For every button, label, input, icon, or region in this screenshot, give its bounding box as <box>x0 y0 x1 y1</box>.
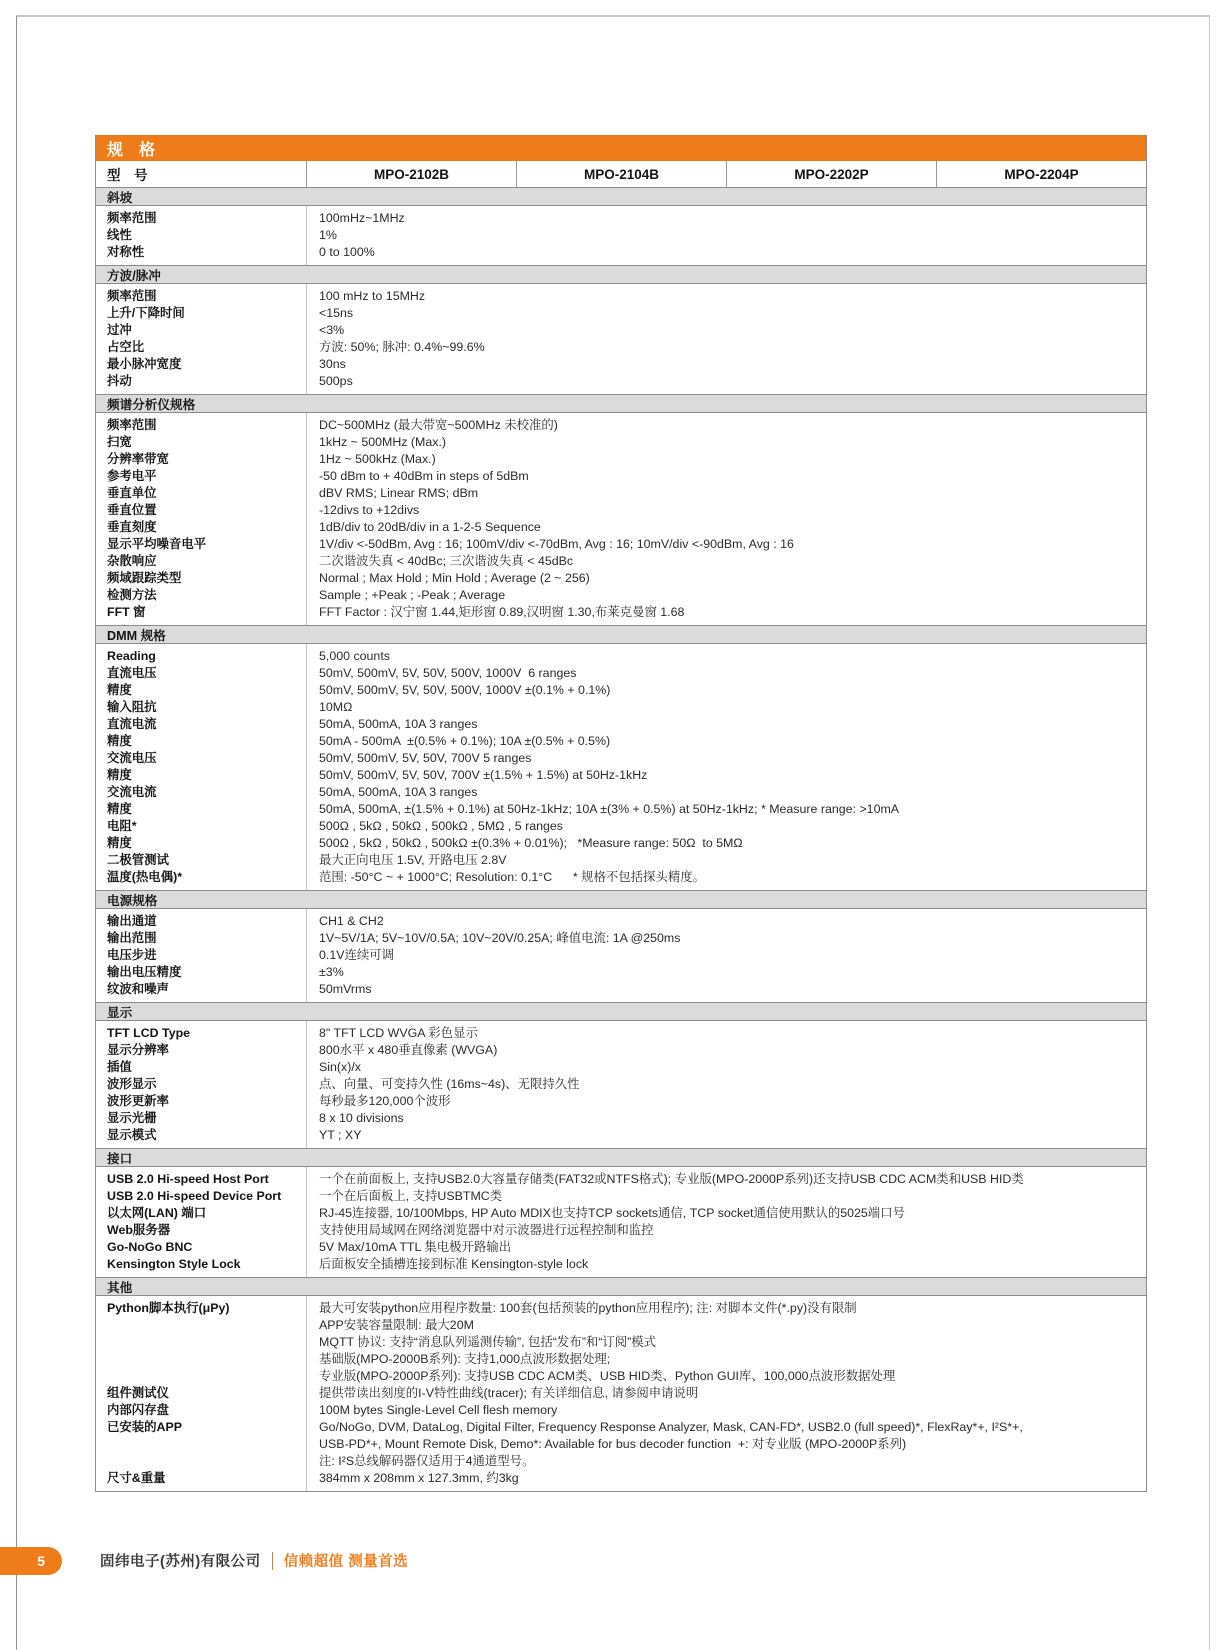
spec-row-label: 参考电平 <box>107 469 157 483</box>
spec-row-value <box>306 434 1146 451</box>
spec-row-value <box>306 1110 1146 1127</box>
spec-row <box>96 288 1146 305</box>
spec-row-label: 尺寸&重量 <box>107 1471 166 1485</box>
spec-row-label: 交流电压 <box>107 751 157 765</box>
spec-row-value <box>306 648 1146 665</box>
spec-row-value <box>306 665 1146 682</box>
spec-row-label: TFT LCD Type <box>107 1026 191 1040</box>
spec-value-line: 每秒最多120,000个波形 <box>319 1094 451 1108</box>
spec-title: 规 格 <box>107 141 156 159</box>
spec-value-line: 8" TFT LCD WVGA 彩色显示 <box>319 1026 478 1040</box>
spec-row-value <box>306 417 1146 434</box>
spec-title-bar <box>96 135 1146 161</box>
spec-row <box>96 1188 1146 1205</box>
spec-row-label: FFT 窗 <box>107 605 146 619</box>
spec-value-line: 基础版(MPO-2000B系列): 支持1,000点波形数据处理; <box>319 1352 611 1366</box>
spec-row-label: 以太网(LAN) 端口 <box>107 1206 207 1220</box>
spec-row-label: 内部闪存盘 <box>107 1403 169 1417</box>
spec-row <box>96 519 1146 536</box>
spec-row-value <box>306 451 1146 468</box>
spec-row <box>96 1239 1146 1256</box>
model-cell: MPO-2202P <box>726 161 936 187</box>
spec-row <box>96 852 1146 869</box>
spec-value-line: 100mHz~1MHz <box>319 211 405 225</box>
spec-row-label: 线性 <box>107 228 132 242</box>
spec-row-value <box>306 570 1146 587</box>
spec-row-label: Go-NoGo BNC <box>107 1240 193 1254</box>
spec-row-label: 过冲 <box>107 323 132 337</box>
spec-value-line: 范围: -50°C ~ + 1000°C; Resolution: 0.1°C * 规格不包括探头精度。 <box>319 870 706 884</box>
spec-row-value <box>306 1042 1146 1059</box>
spec-row <box>96 947 1146 964</box>
spec-row <box>96 1042 1146 1059</box>
spec-row-value <box>306 947 1146 964</box>
section-body <box>96 1296 1146 1491</box>
spec-value-line: Sin(x)/x <box>319 1060 361 1074</box>
spec-row-value <box>306 244 1146 261</box>
spec-row-value <box>306 339 1146 356</box>
spec-row-label: 检测方法 <box>107 588 157 602</box>
spec-row-label: 频率范围 <box>107 211 157 225</box>
spec-row-value <box>306 750 1146 767</box>
spec-sections <box>96 187 1146 1491</box>
spec-row <box>96 835 1146 852</box>
spec-value-line: 50mV, 500mV, 5V, 50V, 500V, 1000V ±(0.1% + 0.1%) <box>319 683 611 697</box>
spec-value-line: 100 mHz to 15MHz <box>319 289 426 303</box>
spec-row <box>96 981 1146 998</box>
spec-value-line: 50mVrms <box>319 982 372 996</box>
spec-row-value <box>306 502 1146 519</box>
model-row <box>96 161 1146 187</box>
model-cell: MPO-2204P <box>936 161 1146 187</box>
spec-row <box>96 305 1146 322</box>
spec-row-label: 垂直刻度 <box>107 520 157 534</box>
spec-row-label: 交流电流 <box>107 785 157 799</box>
spec-row <box>96 570 1146 587</box>
spec-value-line: 最大可安装python应用程序数量: 100套(包括预装的python应用程序); 注: 对脚本文件(*.py)没有限制 <box>319 1301 857 1315</box>
spec-value-line: 500ps <box>319 374 353 388</box>
spec-row-value <box>306 604 1146 621</box>
spec-row-label: 电压步进 <box>107 948 157 962</box>
spec-row <box>96 468 1146 485</box>
spec-row-label: 精度 <box>107 734 132 748</box>
spec-value-line: Go/NoGo, DVM, DataLog, Digital Filter, Frequency Response Analyzer, Mask, CAN-FD*, USB2.0 (full speed)*, FlexRay*+, I²S*+, <box>319 1420 1023 1434</box>
spec-value-line: 50mA - 500mA ±(0.5% + 0.1%); 10A ±(0.5% + 0.5%) <box>319 734 611 748</box>
section-header: DMM 规格 <box>96 625 1146 644</box>
spec-row <box>96 1385 1146 1402</box>
spec-row-label: 电阻* <box>107 819 137 833</box>
spec-row-value <box>306 322 1146 339</box>
spec-value-line: 注: I²S总线解码器仅适用于4通道型号。 <box>319 1454 535 1468</box>
spec-row-value <box>306 930 1146 947</box>
spec-value-line: 1% <box>319 228 337 242</box>
spec-row-value <box>306 818 1146 835</box>
spec-row <box>96 716 1146 733</box>
spec-row <box>96 913 1146 930</box>
spec-row-label: 输出电压精度 <box>107 965 182 979</box>
spec-value-line: 0 to 100% <box>319 245 375 259</box>
footer-text <box>100 1550 408 1571</box>
spec-row-label: 分辨率带宽 <box>107 452 169 466</box>
spec-row-label: Reading <box>107 649 156 663</box>
spec-value-line: 一个在前面板上, 支持USB2.0大容量存储类(FAT32或NTFS格式); 专业版(MPO-2000P系列)还支持USB CDC ACM类和USB HID类 <box>319 1172 1024 1186</box>
spec-row-value <box>306 767 1146 784</box>
spec-row <box>96 434 1146 451</box>
spec-row-label: 精度 <box>107 802 132 816</box>
spec-value-line: 500Ω , 5kΩ , 50kΩ , 500kΩ ±(0.3% + 0.01%); *Measure range: 50Ω to 5MΩ <box>319 836 743 850</box>
spec-row-value <box>306 305 1146 322</box>
spec-row-label: 二极管测试 <box>107 853 169 867</box>
spec-row-value <box>306 1402 1146 1419</box>
spec-value-line: 1V~5V/1A; 5V~10V/0.5A; 10V~20V/0.25A; 峰值电流: 1A @250ms <box>319 931 681 945</box>
spec-row <box>96 451 1146 468</box>
spec-value-line: CH1 & CH2 <box>319 914 384 928</box>
spec-row-value <box>306 1076 1146 1093</box>
spec-row-label: Kensington Style Lock <box>107 1257 241 1271</box>
spec-row-label: 已安装的APP <box>107 1420 183 1434</box>
footer <box>0 1546 1225 1578</box>
spec-row-value <box>306 536 1146 553</box>
spec-row <box>96 1402 1146 1419</box>
spec-value-line: 100M bytes Single-Level Cell flesh memory <box>319 1403 558 1417</box>
spec-row-value <box>306 1239 1146 1256</box>
section-body <box>96 413 1146 625</box>
spec-row <box>96 227 1146 244</box>
spec-row-value <box>306 210 1146 227</box>
spec-row-value <box>306 1059 1146 1076</box>
spec-value-line: <3% <box>319 323 345 337</box>
spec-row-label: 占空比 <box>107 340 145 354</box>
spec-row <box>96 1110 1146 1127</box>
spec-value-line: 后面板安全插槽连接到标准 Kensington-style lock <box>319 1257 589 1271</box>
spec-row-value <box>306 733 1146 750</box>
spec-row-label: 扫宽 <box>107 435 132 449</box>
spec-row <box>96 604 1146 621</box>
spec-value-line: 384mm x 208mm x 127.3mm, 约3kg <box>319 1471 519 1485</box>
section-body <box>96 909 1146 1002</box>
footer-divider <box>272 1552 273 1570</box>
spec-row-label: Web服务器 <box>107 1223 171 1237</box>
spec-row <box>96 1076 1146 1093</box>
spec-value-line: 1kHz ~ 500MHz (Max.) <box>319 435 447 449</box>
spec-row <box>96 553 1146 570</box>
spec-row-label: 对称性 <box>107 245 145 259</box>
spec-row-label: 输出范围 <box>107 931 157 945</box>
spec-row <box>96 536 1146 553</box>
section-header: 其他 <box>96 1277 1146 1296</box>
spec-value-line: 30ns <box>319 357 346 371</box>
spec-value-line: 最大正向电压 1.5V, 开路电压 2.8V <box>319 853 507 867</box>
spec-value-line: 500Ω , 5kΩ , 50kΩ , 500kΩ , 5MΩ , 5 ranges <box>319 819 563 833</box>
spec-value-line: 0.1V连续可调 <box>319 948 395 962</box>
spec-row <box>96 1419 1146 1470</box>
spec-row <box>96 356 1146 373</box>
spec-row-label: 显示光栅 <box>107 1111 157 1125</box>
spec-row <box>96 801 1146 818</box>
spec-row <box>96 1222 1146 1239</box>
spec-row-label: 垂直位置 <box>107 503 157 517</box>
spec-row-value <box>306 468 1146 485</box>
spec-value-line: 50mA, 500mA, 10A 3 ranges <box>319 717 478 731</box>
spec-value-line: -50 dBm to + 40dBm in steps of 5dBm <box>319 469 529 483</box>
spec-row-label: 精度 <box>107 683 132 697</box>
spec-value-line: -12divs to +12divs <box>319 503 420 517</box>
spec-row <box>96 750 1146 767</box>
spec-row-label: 温度(热电偶)* <box>107 870 183 884</box>
spec-value-line: 一个在后面板上, 支持USBTMC类 <box>319 1189 503 1203</box>
spec-row <box>96 648 1146 665</box>
spec-row <box>96 1171 1146 1188</box>
spec-row-value <box>306 1205 1146 1222</box>
spec-value-line: Sample ; +Peak ; -Peak ; Average <box>319 588 506 602</box>
spec-row-label: 抖动 <box>107 374 132 388</box>
spec-value-line: 50mV, 500mV, 5V, 50V, 700V 5 ranges <box>319 751 532 765</box>
spec-row <box>96 244 1146 261</box>
spec-row-value <box>306 784 1146 801</box>
spec-row <box>96 1093 1146 1110</box>
spec-row-label: 上升/下降时间 <box>107 306 185 320</box>
spec-value-line: 50mA, 500mA, 10A 3 ranges <box>319 785 478 799</box>
spec-table <box>95 135 1147 1492</box>
spec-row-label: 输出通道 <box>107 914 157 928</box>
spec-row-label: 精度 <box>107 836 132 850</box>
company-name: 固纬电子(苏州)有限公司 <box>100 1554 261 1570</box>
spec-value-line: 50mV, 500mV, 5V, 50V, 700V ±(1.5% + 1.5%) at 50Hz-1kHz <box>319 768 648 782</box>
spec-value-line: 5V Max/10mA TTL 集电极开路输出 <box>319 1240 512 1254</box>
spec-value-line: 1Hz ~ 500kHz (Max.) <box>319 452 436 466</box>
spec-value-line: 二次谐波失真 < 40dBc; 三次谐波失真 < 45dBc <box>319 554 574 568</box>
spec-row-label: 波形更新率 <box>107 1094 169 1108</box>
spec-row-label: 直流电流 <box>107 717 157 731</box>
spec-row <box>96 1059 1146 1076</box>
spec-row <box>96 869 1146 886</box>
spec-row-value <box>306 553 1146 570</box>
spec-row-value <box>306 1300 1146 1385</box>
spec-row-value <box>306 1127 1146 1144</box>
section-header: 方波/脉冲 <box>96 265 1146 284</box>
spec-row-label: 组件测试仪 <box>107 1386 169 1400</box>
spec-row <box>96 1470 1146 1487</box>
section-header: 斜坡 <box>96 187 1146 206</box>
spec-row-label: 波形显示 <box>107 1077 157 1091</box>
spec-row <box>96 682 1146 699</box>
spec-row-value <box>306 913 1146 930</box>
section-header: 显示 <box>96 1002 1146 1021</box>
spec-row <box>96 665 1146 682</box>
spec-value-line: DC~500MHz (最大带宽~500MHz 未校准的) <box>319 418 558 432</box>
spec-row-value <box>306 801 1146 818</box>
spec-row-value <box>306 1093 1146 1110</box>
spec-value-line: ±3% <box>319 965 344 979</box>
spec-row-value <box>306 716 1146 733</box>
spec-value-line: dBV RMS; Linear RMS; dBm <box>319 486 479 500</box>
spec-row <box>96 1127 1146 1144</box>
spec-row-label: 频域跟踪类型 <box>107 571 182 585</box>
spec-row <box>96 210 1146 227</box>
spec-value-line: Normal ; Max Hold ; Min Hold ; Average (2 ~ 256) <box>319 571 590 585</box>
spec-value-line: 8 x 10 divisions <box>319 1111 404 1125</box>
spec-row-label: 最小脉冲宽度 <box>107 357 182 371</box>
spec-row-label: 显示平均噪音电平 <box>107 537 207 551</box>
spec-row-label: 显示模式 <box>107 1128 157 1142</box>
spec-row-value <box>306 1025 1146 1042</box>
spec-row-label: 插值 <box>107 1060 132 1074</box>
spec-value-line: 50mV, 500mV, 5V, 50V, 500V, 1000V 6 ranges <box>319 666 577 680</box>
spec-row-label: USB 2.0 Hi-speed Device Port <box>107 1189 282 1203</box>
spec-row-value <box>306 485 1146 502</box>
spec-row-label: 纹波和噪声 <box>107 982 169 996</box>
spec-row-value <box>306 699 1146 716</box>
spec-row <box>96 784 1146 801</box>
spec-row <box>96 964 1146 981</box>
spec-value-line: 5,000 counts <box>319 649 390 663</box>
section-header: 电源规格 <box>96 890 1146 909</box>
spec-row-label: 杂散响应 <box>107 554 157 568</box>
section-body <box>96 206 1146 265</box>
spec-row-value <box>306 1188 1146 1205</box>
spec-value-line: 10MΩ <box>319 700 353 714</box>
spec-row-value <box>306 1171 1146 1188</box>
spec-value-line: MQTT 协议: 支持“消息队列遥测传输”, 包括“发布”和“订阅”模式 <box>319 1335 657 1349</box>
section-body <box>96 1021 1146 1148</box>
spec-row-label: 频率范围 <box>107 418 157 432</box>
spec-value-line: 1dB/div to 20dB/div in a 1-2-5 Sequence <box>319 520 541 534</box>
spec-row-label: 精度 <box>107 768 132 782</box>
spec-row-value <box>306 1470 1146 1487</box>
spec-value-line: RJ-45连接器, 10/100Mbps, HP Auto MDIX也支持TCP sockets通信, TCP socket通信使用默认的5025端口号 <box>319 1206 905 1220</box>
spec-value-line: APP安装容量限制: 最大20M <box>319 1318 474 1332</box>
spec-row-value <box>306 1419 1146 1470</box>
spec-row <box>96 373 1146 390</box>
spec-value-line: 50mA, 500mA, ±(1.5% + 0.1%) at 50Hz-1kHz; 10A ±(3% + 0.5%) at 50Hz-1kHz; * Measure range: >10mA <box>319 802 900 816</box>
spec-row <box>96 930 1146 947</box>
spec-row <box>96 1256 1146 1273</box>
spec-value-line: 方波: 50%; 脉冲: 0.4%~99.6% <box>319 340 485 354</box>
spec-row-label: USB 2.0 Hi-speed Host Port <box>107 1172 269 1186</box>
spec-row-value <box>306 964 1146 981</box>
spec-row <box>96 339 1146 356</box>
spec-value-line: 专业版(MPO-2000P系列): 支持USB CDC ACM类、USB HID类、Python GUI库、100,000点波形数据处理 <box>319 1369 896 1383</box>
model-cell: MPO-2104B <box>516 161 726 187</box>
spec-row <box>96 485 1146 502</box>
spec-row <box>96 1300 1146 1385</box>
spec-row <box>96 502 1146 519</box>
spec-value-line: USB-PD*+, Mount Remote Disk, Demo*: Available for bus decoder function +: 对专业版 (MPO-2000P系列) <box>319 1437 907 1451</box>
spec-row <box>96 322 1146 339</box>
spec-row <box>96 767 1146 784</box>
spec-row-value <box>306 1222 1146 1239</box>
section-header: 接口 <box>96 1148 1146 1167</box>
spec-row-value <box>306 869 1146 886</box>
spec-value-line: <15ns <box>319 306 354 320</box>
page-number-tab <box>0 1547 62 1575</box>
spec-row <box>96 587 1146 604</box>
spec-row <box>96 733 1146 750</box>
spec-row-value <box>306 356 1146 373</box>
spec-value-line: FFT Factor : 汉宁窗 1.44,矩形窗 0.89,汉明窗 1.30,布莱克曼窗 1.68 <box>319 605 685 619</box>
spec-row-label: 直流电压 <box>107 666 157 680</box>
spec-row-value <box>306 1385 1146 1402</box>
model-cell: MPO-2102B <box>306 161 516 187</box>
spec-row-value <box>306 852 1146 869</box>
spec-row-value <box>306 1256 1146 1273</box>
section-body <box>96 644 1146 890</box>
spec-value-line: 点、向量、可变持久性 (16ms~4s)、无限持久性 <box>319 1077 580 1091</box>
spec-row <box>96 818 1146 835</box>
spec-row-label: 垂直单位 <box>107 486 157 500</box>
spec-row-value <box>306 835 1146 852</box>
spec-row <box>96 699 1146 716</box>
spec-row-label: 输入阻抗 <box>107 700 157 714</box>
section-body <box>96 284 1146 394</box>
page-number: 5 <box>37 1553 45 1569</box>
spec-row-label: Python脚本执行(μPy) <box>107 1301 230 1315</box>
spec-value-line: 800水平 x 480垂直像素 (WVGA) <box>319 1043 498 1057</box>
spec-row-value <box>306 373 1146 390</box>
company-slogan: 信赖超值 测量首选 <box>283 1554 409 1570</box>
section-body <box>96 1167 1146 1277</box>
spec-value-line: YT ; XY <box>319 1128 362 1142</box>
spec-row-label: 显示分辨率 <box>107 1043 169 1057</box>
spec-row-value <box>306 682 1146 699</box>
spec-row-value <box>306 587 1146 604</box>
spec-row-value <box>306 288 1146 305</box>
spec-row <box>96 1205 1146 1222</box>
spec-row <box>96 1025 1146 1042</box>
spec-row <box>96 417 1146 434</box>
model-row-label: 型 号 <box>107 168 148 183</box>
spec-row-value <box>306 227 1146 244</box>
spec-row-value <box>306 519 1146 536</box>
spec-row-label: 频率范围 <box>107 289 157 303</box>
section-header: 频谱分析仪规格 <box>96 394 1146 413</box>
spec-row-value <box>306 981 1146 998</box>
spec-value-line: 提供带读出刻度的I-V特性曲线(tracer); 有关详细信息, 请参阅申请说明 <box>319 1386 699 1400</box>
spec-value-line: 1V/div <-50dBm, Avg : 16; 100mV/div <-70dBm, Avg : 16; 10mV/div <-90dBm, Avg : 16 <box>319 537 794 551</box>
spec-value-line: 支持使用局域网在网络浏览器中对示波器进行远程控制和监控 <box>319 1223 654 1237</box>
